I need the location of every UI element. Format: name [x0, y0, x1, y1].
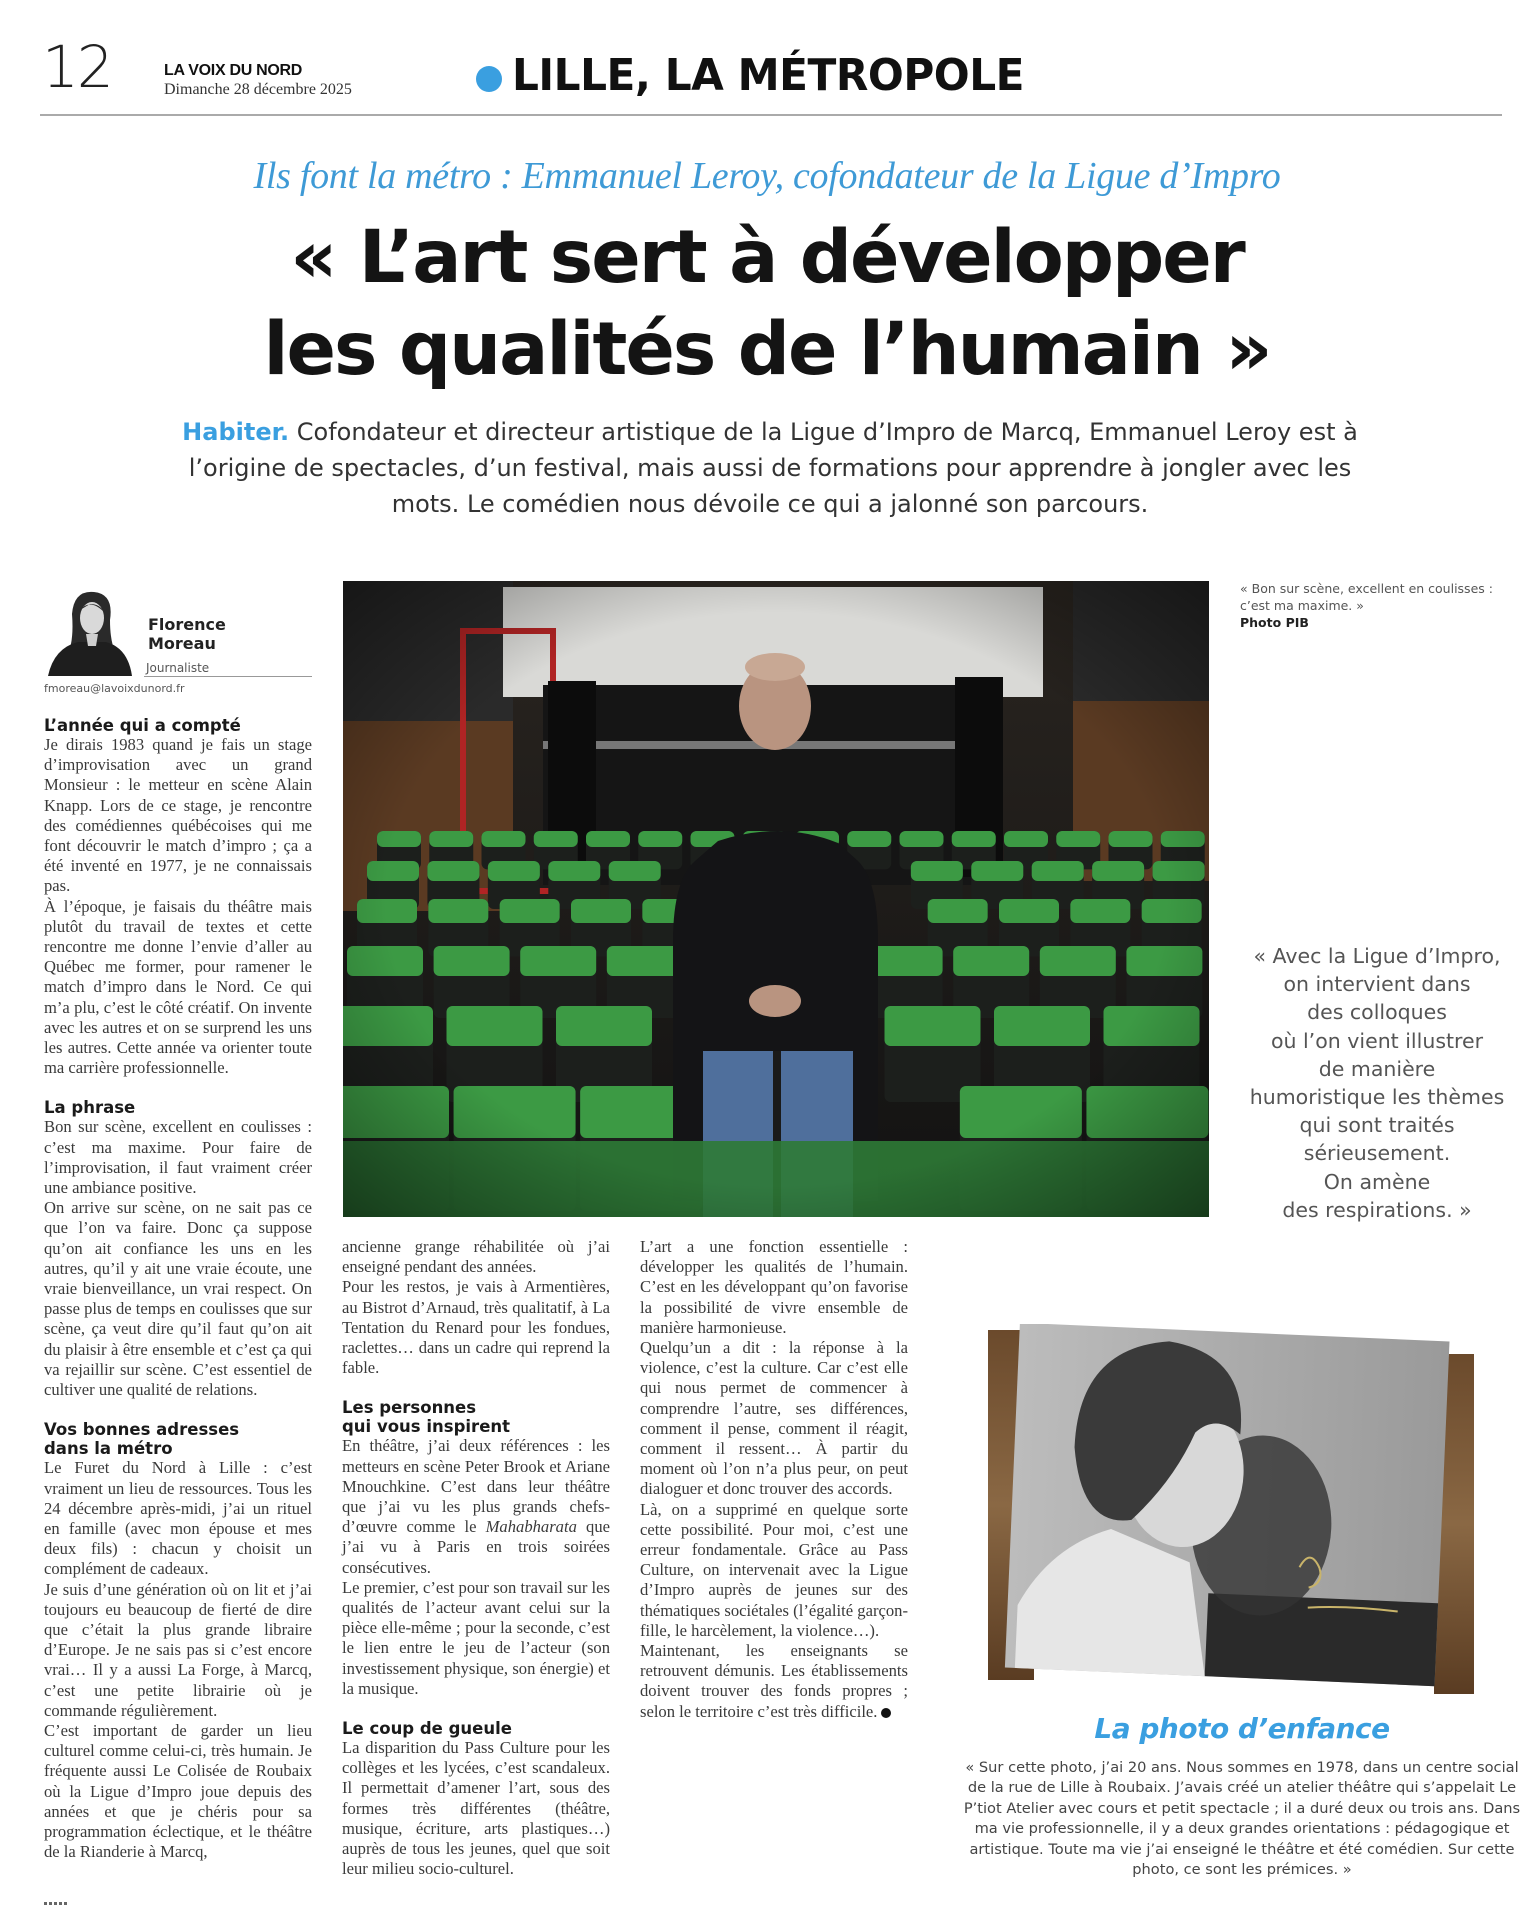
photo-credit: Photo PIB: [1240, 615, 1309, 630]
paragraph: On arrive sur scène, on ne sait pas ce que l’on va faire. Donc ça suppose qu’on ait confiance les uns en les autres, qu’il y ait une vraie écoute, une vraie bienveillance, un vrai respect. On passe plus de temps en coulisses que sur scène, ça veut dire qu’il faut qu’on ait du plaisir à être ensemble et c’est ça qui va rejaillir sur scène. C’est essentiel de cultiver une qualité de relations.: [44, 1198, 312, 1400]
paragraph: Quelqu’un a dit : la réponse à la violence, c’est la culture. Car c’est elle qui nous permet de commencer à comprendre l’autre, ses différences, comment il pense, comment il réagit, comment il ressent… À partir du moment où l’on n’a plus peur, on peut dialoguer et donc trouver des accords.: [640, 1338, 908, 1499]
subhead-adresses-line-2: dans la métro: [44, 1439, 173, 1459]
childhood-photo: [972, 1324, 1482, 1694]
section-bullet-icon: [476, 66, 502, 92]
article-column-2: [342, 1237, 610, 1879]
subhead-adresses-line-1: Vos bonnes adresses: [44, 1420, 240, 1440]
newspaper-name: LA VOIX DU NORD: [164, 62, 303, 79]
pull-quote-line: des respirations. »: [1282, 1197, 1472, 1222]
paragraph: Le premier, c’est pour son travail sur les qualités de l’acteur avant celui sur la pièce elle-même ; pour la seconde, c’est le lien entre le jeu de l’acteur (son investissement physique, son énergie) et la musique.: [342, 1577, 610, 1698]
paragraph-text: En théâtre, j’ai deux références : les metteurs en scène Peter Brook et Ariane Mnouchkine. C’est dans leur théâtre que j’ai vu les plus grands chefs-d’œuvre comme le: [342, 1436, 610, 1537]
pull-quote-line: où l’on vient illustrer: [1270, 1028, 1484, 1053]
author-first-name: Florence: [148, 615, 226, 634]
paragraph: C’est important de garder un lieu culturel comme celui-ci, très humain. Je fréquente aussi Le Colisée de Roubaix où la Ligue d’Impro joue depuis des années et que je chéris pour sa programmation éclectique, et le théâtre de la Rianderie à Marcq,: [44, 1720, 312, 1862]
page-number: 12: [42, 33, 112, 101]
paragraph: [342, 1436, 610, 1577]
subhead-personnes: [342, 1398, 610, 1436]
section-title: LILLE, LA MÉTROPOLE: [512, 50, 1025, 101]
paragraph-text: Maintenant, les enseignants se retrouvent démunis. Les établissements doivent trouver des fonds propres ; selon le territoire c’est très difficile.: [640, 1641, 908, 1721]
author-divider: [144, 676, 312, 677]
paragraph: Je suis d’une génération où on lit et j’ai toujours eu beaucoup de fierté de dire que c’était la plus grande libraire d’Europe. Je ne sais pas si c’est encore vrai… Il y a aussi La Forge, à Marcq, c’est une petite librairie où je commande régulièrement.: [44, 1579, 312, 1720]
subhead-adresses: [44, 1420, 312, 1458]
subhead-annee: L’année qui a compté: [44, 716, 241, 735]
pull-quote-line: « Avec la Ligue d’Impro,: [1253, 944, 1501, 968]
article-standfirst: [180, 414, 1360, 522]
pull-quote-line: des colloques: [1307, 1000, 1447, 1025]
author-photo: [44, 584, 136, 676]
paragraph: À l’époque, je faisais du théâtre mais plutôt du travail de textes et cette rencontre me donne l’envie d’aller au Québec me former, pour ramener le match d’impro dans le Nord. Ce qui m’a plu, c’est le côté créatif. On invente avec les autres et on se surprend les uns les autres. Cette année va orienter toute ma carrière professionnelle.: [44, 896, 312, 1078]
childhood-photo-caption: « Sur cette photo, j’ai 20 ans. Nous sommes en 1978, dans un centre social de la rue de Lille à Roubaix. J’avais créé un atelier théâtre qui s’appelait Le P’tiot Atelier avec cours et petit spectacle ; il a duré deux ou trois ans. Dans ma vie professionnelle, il y a deux grandes orientations : pédagogique et artistique. Toute ma vie j’ai enseigné le théâtre et été comédien. Sur cette photo, ce sont les prémices. »: [963, 1759, 1521, 1879]
paragraph: Là, on a supprimé en quelque sorte cette possibilité. Pour moi, c’est une erreur fondamentale. Grâce au Pass Culture, on intervenait avec la Ligue d’Impro auprès de jeunes sur des thématiques sociétales (l’égalité garçon-fille, le harcèlement, la violence…).: [640, 1499, 908, 1640]
main-photo-theatre: [343, 581, 1209, 1217]
headline-line-2: les qualités de l’humain »: [263, 307, 1271, 392]
author-role: Journaliste: [146, 661, 210, 675]
header-divider: [40, 114, 1502, 116]
author-name: [148, 615, 226, 653]
end-of-article-icon: [881, 1708, 891, 1718]
pull-quote-line: humoristique les thèmes: [1249, 1085, 1505, 1110]
article-kicker: Ils font la métro : Emmanuel Leroy, cofondateur de la Ligue d’Impro: [253, 155, 1281, 197]
pull-quote-line: on intervient dans: [1283, 972, 1471, 997]
paragraph: Le Furet du Nord à Lille : c’est vraiment un lieu de ressources. Tous les 24 décembre après-midi, j’ai un rituel en famille (avec mon épouse et mes deux fils) : chacun y choisit un complément de cadeaux.: [44, 1458, 312, 1579]
photo-caption: [1240, 580, 1500, 631]
headline-line-1: « L’art sert à développer: [290, 215, 1244, 300]
pull-quote-line: de manière: [1318, 1056, 1436, 1081]
article-column-3: [640, 1237, 908, 1722]
paragraph: ancienne grange réhabilitée où j’ai enseigné pendant des années.: [342, 1237, 610, 1277]
work-title: Mahabharata: [485, 1517, 577, 1537]
article-headline: [0, 212, 1534, 396]
subhead-personnes-line-1: Les personnes: [342, 1398, 477, 1418]
childhood-photo-title: La photo d’enfance: [1094, 1712, 1390, 1745]
issue-date: Dimanche 28 décembre 2025: [164, 81, 352, 98]
paragraph: Pour les restos, je vais à Armentières, au Bistrot d’Arnaud, très qualitatif, à La Tentation du Renard pour les fondues, raclettes… dans un cadre qui reprend la fable.: [342, 1277, 610, 1378]
paragraph: Je dirais 1983 quand je fais un stage d’improvisation avec un grand Monsieur : le metteur en scène Alain Knapp. Lors de ce stage, je rencontre des comédiennes québécoises qui me font découvrir le match d’impro ; ça a été inventé en 1977, je ne connaissais pas.: [44, 735, 312, 896]
continuation-mark: [44, 1902, 68, 1905]
pull-quote: [1232, 942, 1522, 1224]
pull-quote-line: qui sont traités: [1299, 1113, 1455, 1138]
paragraph: L’art a une fonction essentielle : développer les qualités de l’humain. C’est en les développant qu’on favorise la possibilité de vivre ensemble de manière harmonieuse.: [640, 1237, 908, 1337]
paragraph: Bon sur scène, excellent en coulisses : c’est ma maxime. Pour faire de l’improvisation, il faut vraiment créer une ambiance positive.: [44, 1117, 312, 1198]
subhead-gueule: Le coup de gueule: [342, 1719, 512, 1739]
standfirst-lead: Habiter.: [182, 418, 290, 446]
photo-caption-text: « Bon sur scène, excellent en coulisses : c’est ma maxime. »: [1240, 581, 1493, 613]
author-email-link[interactable]: fmoreau@lavoixdunord.fr: [44, 682, 185, 695]
pull-quote-line: On amène: [1323, 1169, 1431, 1194]
article-column-1: [44, 716, 312, 1862]
subhead-personnes-line-2: qui vous inspirent: [342, 1417, 511, 1437]
author-last-name: Moreau: [148, 634, 216, 653]
paragraph: La disparition du Pass Culture pour les collèges et les lycées, c’est scandaleux. Il permettait d’amener l’art, sous des formes très différentes (théâtre, musique, écriture, arts plastiques…) auprès de tous les jeunes, quel que soit leur milieu socio-culturel.: [342, 1738, 610, 1879]
standfirst-text: Cofondateur et directeur artistique de la Ligue d’Impro de Marcq, Emmanuel Leroy est à l’origine de spectacles, d’un festival, mais aussi de formations pour apprendre à jongler avec les mots. Le comédien nous dévoile ce qui a jalonné son parcours.: [188, 418, 1358, 518]
paragraph: [640, 1641, 908, 1722]
paragraph-text: que j’ai vu à Paris en trois soirées consécutives.: [342, 1517, 610, 1577]
pull-quote-line: sérieusement.: [1303, 1141, 1451, 1166]
subhead-phrase: La phrase: [44, 1098, 136, 1118]
